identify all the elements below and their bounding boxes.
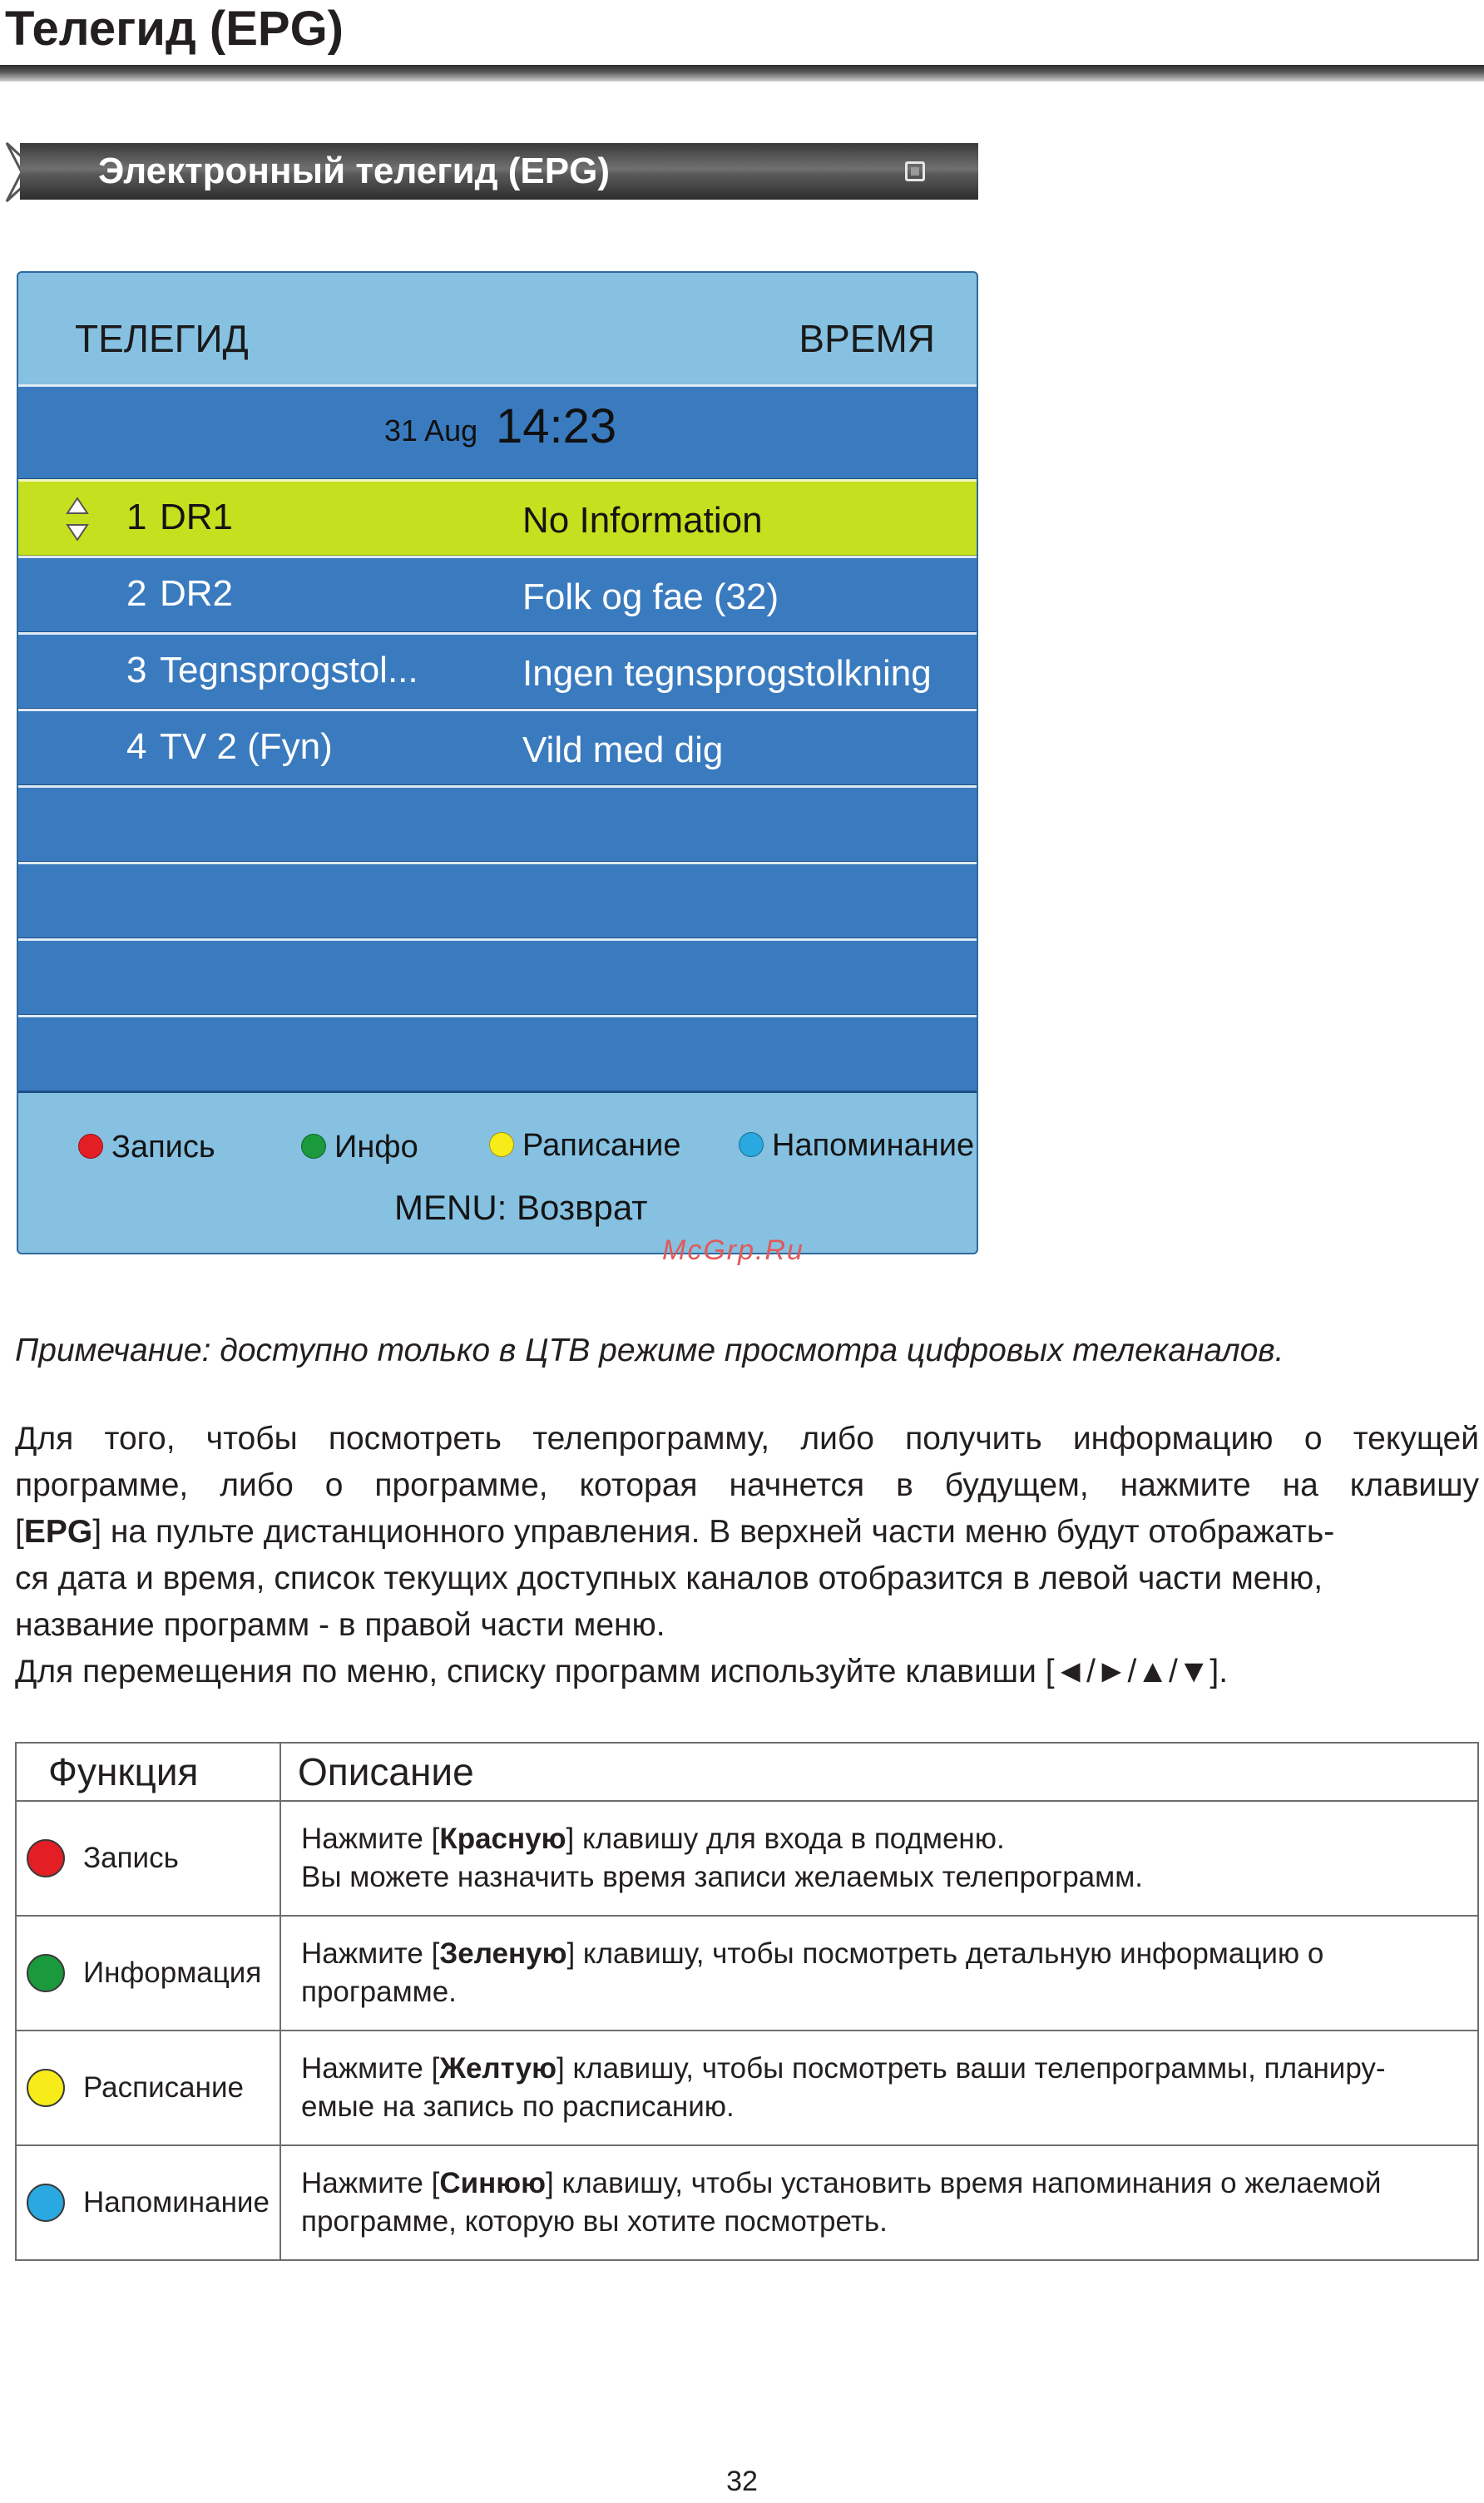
legend-reminder[interactable]: Напоминание xyxy=(739,1128,974,1164)
yellow-button-icon xyxy=(489,1132,514,1157)
instructions-paragraph xyxy=(15,1416,1479,1695)
para-line: название программ - в правой части меню. xyxy=(15,1607,665,1643)
para-line: Для перемещения по меню, списку программ используйте клавиши [◄/►/▲/▼]. xyxy=(15,1654,1229,1689)
legend-info[interactable]: Инфо xyxy=(301,1130,418,1165)
epg-key: EPG xyxy=(23,1514,93,1550)
header-description: Описание xyxy=(280,1743,1478,1801)
program-name: Folk og fae (32) xyxy=(522,576,779,617)
red-button-icon xyxy=(27,1839,65,1877)
channel-row-4[interactable] xyxy=(18,709,977,787)
epg-screen xyxy=(17,271,978,1254)
channel-name: DR1 xyxy=(160,497,234,537)
epg-date-row xyxy=(18,384,977,481)
channel-name: DR2 xyxy=(160,573,234,614)
table-row xyxy=(16,1916,1478,2031)
epg-header-title: ТЕЛЕГИД xyxy=(75,317,249,360)
channel-row-2[interactable] xyxy=(18,556,977,634)
legend-schedule[interactable]: Раписание xyxy=(489,1128,681,1164)
header-function: Функция xyxy=(16,1743,280,1801)
green-button-icon xyxy=(27,1954,65,1992)
program-name: Ingen tegnsprogstolkning xyxy=(522,653,932,694)
epg-time: 14:23 xyxy=(496,399,617,453)
yellow-button-icon xyxy=(27,2069,65,2107)
watermark: McGrp.Ru xyxy=(662,1234,804,1266)
square-icon xyxy=(905,161,925,181)
menu-back-hint: MENU: Возврат xyxy=(394,1188,648,1227)
note: Примечание: доступно только в ЦТВ режиме просмотра цифровых телеканалов. xyxy=(15,1333,1284,1368)
page-title: Телегид (EPG) xyxy=(5,2,344,56)
function-label: Информация xyxy=(83,1956,262,1989)
function-label: Расписание xyxy=(83,2071,244,2104)
channel-row-empty xyxy=(18,1015,977,1093)
para-line: [EPG] на пульте дистанционного управления. В верхней части меню будут отображать- xyxy=(15,1514,1335,1550)
blue-button-icon xyxy=(739,1132,764,1157)
para-line: Для того, чтобы посмотреть телепрограмму, либо получить информацию о текущей xyxy=(15,1421,1479,1457)
epg-header-time-label: ВРЕМЯ xyxy=(799,317,935,360)
section-banner xyxy=(0,140,978,205)
function-table xyxy=(15,1742,1479,2261)
para-line: ся дата и время, список текущих доступных каналов отобразится в левой части меню, xyxy=(15,1561,1323,1596)
epg-date: 31 Aug xyxy=(384,413,478,448)
red-button-icon xyxy=(78,1134,103,1159)
up-down-arrows-icon xyxy=(65,497,90,542)
table-row xyxy=(16,2145,1478,2260)
table-row xyxy=(16,2031,1478,2145)
function-description: Нажмите [Желтую] клавишу, чтобы посмотреть ваши телепрограммы, планиру- емые на запись по расписанию. xyxy=(280,2031,1478,2145)
program-name: Vild med dig xyxy=(522,730,724,770)
para-line: программе, либо о программе, которая начнется в будущем, нажмите на клавишу xyxy=(15,1467,1479,1503)
channel-name: TV 2 (Fyn) xyxy=(160,726,333,767)
channel-row-empty xyxy=(18,938,977,1017)
table-header-row xyxy=(16,1743,1478,1801)
channel-number: 2 xyxy=(126,573,147,614)
program-name: No Information xyxy=(522,500,763,541)
function-label: Запись xyxy=(83,1842,179,1874)
table-row xyxy=(16,1801,1478,1916)
channel-row-empty xyxy=(18,862,977,940)
blue-button-icon xyxy=(27,2184,65,2222)
channel-name: Tegnsprogstol... xyxy=(160,650,418,690)
legend-record[interactable]: Запись xyxy=(78,1130,215,1165)
channel-number: 3 xyxy=(126,650,147,690)
green-button-icon xyxy=(301,1134,326,1159)
channel-row-empty xyxy=(18,785,977,863)
channel-row-3[interactable] xyxy=(18,632,977,710)
function-label: Напоминание xyxy=(83,2186,270,2219)
channel-row-1[interactable] xyxy=(18,479,977,557)
page-number: 32 xyxy=(726,2466,758,2497)
function-description: Нажмите [Синюю] клавишу, чтобы установить время напоминания о желаемой программе, которую вы хотите посмотреть. xyxy=(280,2145,1478,2260)
channel-number: 1 xyxy=(126,497,147,537)
section-title: Электронный телегид (EPG) xyxy=(98,151,610,191)
channel-number: 4 xyxy=(126,726,147,767)
title-divider xyxy=(0,65,1484,82)
function-description: Нажмите [Зеленую] клавишу, чтобы посмотреть детальную информацию о программе. xyxy=(280,1916,1478,2031)
function-description: Нажмите [Красную] клавишу для входа в подменю. Вы можете назначить время записи желаемых телепрограмм. xyxy=(280,1801,1478,1916)
